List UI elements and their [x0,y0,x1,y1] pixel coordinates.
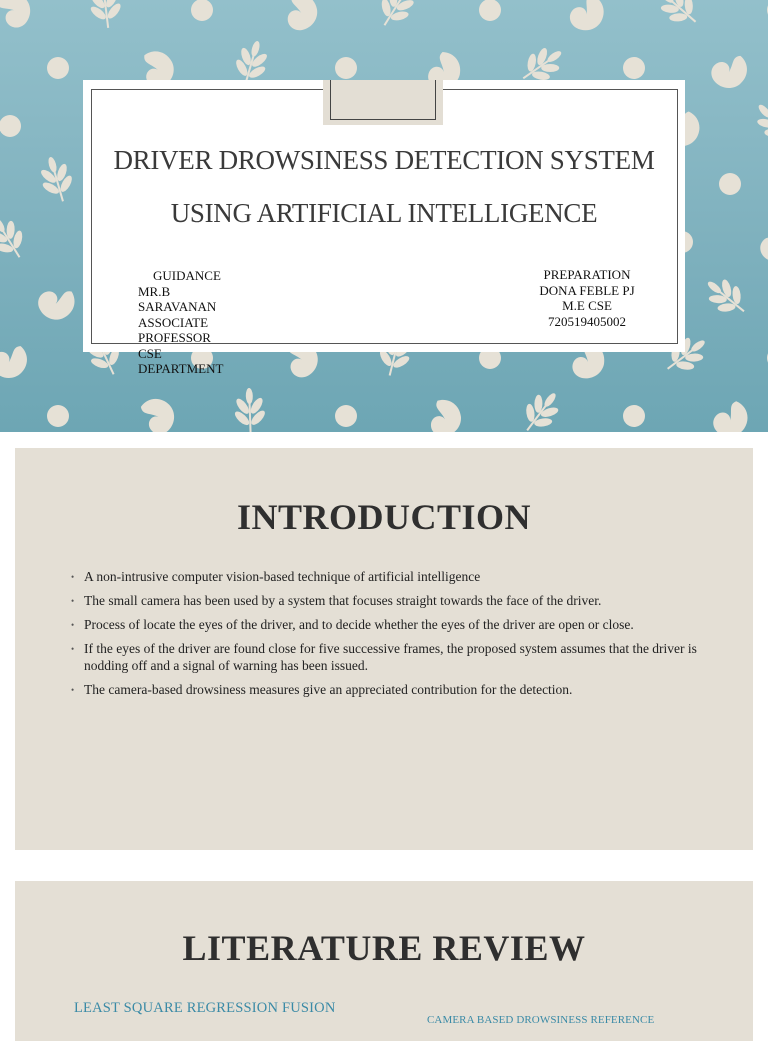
bullet-icon: • [71,644,75,654]
leaf-sprig-motif [746,94,768,151]
list-item: • A non-intrusive computer vision-based technique of artificial intelligence [71,569,481,584]
preparation-line: 720519405002 [548,313,626,329]
paisley-motif [756,221,768,269]
introduction-slide [15,448,753,850]
guidance-line: PROFESSOR [138,330,211,345]
title-slide [0,0,768,432]
dot-motif [335,57,357,79]
preparation-block [523,267,651,329]
dot-motif [0,115,21,137]
leaf-sprig-motif [650,0,707,35]
dot-motif [335,405,357,427]
paisley-motif [0,0,37,32]
leaf-sprig-motif [697,269,754,325]
paisley-motif [425,396,466,432]
subheading-right: CAMERA BASED DROWSINESS REFERENCE [427,1014,655,1026]
title-line-2: USING ARTIFICIAL INTELLIGENCE [170,198,598,228]
subheading-left: LEAST SQUARE REGRESSION FUSION [74,1000,336,1016]
dot-motif [47,405,69,427]
bullet-icon: • [71,572,75,582]
list-item: • If the eyes of the driver are found close for five successive frames, the proposed system assumes that the driver is nodding off and a signal of warning has been issued. [71,641,697,673]
leaf-sprig-motif [370,0,424,34]
bullet-icon: • [71,596,75,606]
introduction-title: INTRODUCTION [236,497,532,537]
dot-motif [479,0,501,21]
preparation-heading: PREPARATION [543,267,631,282]
list-item: • The small camera has been used by a system that focuses straight towards the face of the driver. [71,593,602,608]
guidance-block [138,268,268,377]
introduction-bullet-list [71,569,701,706]
paisley-motif [567,0,609,35]
paisley-motif [706,47,754,95]
guidance-heading: GUIDANCE [153,268,221,283]
title-line-1: DRIVER DROWSINESS DETECTION SYSTEM [113,145,655,175]
leaf-sprig-motif [0,209,34,266]
guidance-line: SARAVANAN [138,299,217,314]
bullet-icon: • [71,684,75,695]
paisley-motif [0,337,34,385]
paisley-motif [280,0,323,34]
title-card-tab [323,80,443,125]
leaf-sprig-motif [86,0,126,30]
list-item: • The camera-based drowsiness measures give an appreciated contribution for the detection. [71,681,573,697]
title-card [83,80,685,376]
guidance-line: ASSOCIATE [138,314,209,330]
leaf-sprig-motif [513,383,568,432]
bullet-icon: • [71,620,75,630]
guidance-line: MR.B [138,283,171,299]
guidance-line: DEPARTMENT [138,361,224,376]
guidance-line: CSE [138,345,162,361]
dot-motif [719,173,741,195]
literature-review-title: LITERATURE REVIEW [182,928,586,968]
literature-review-slide [15,881,753,1041]
preparation-line: M.E CSE [562,298,612,313]
dot-motif [623,405,645,427]
paisley-motif [710,396,754,432]
list-item: • Process of locate the eyes of the driver, and to decide whether the eyes of the driver are open or close. [71,617,634,632]
paisley-motif [133,392,181,432]
paisley-motif [34,280,82,326]
leaf-sprig-motif [34,152,80,206]
dot-motif [623,57,645,79]
dot-motif [191,0,213,21]
preparation-line: DONA FEBLE PJ [539,282,635,298]
leaf-sprig-motif [232,387,268,432]
dot-motif [47,57,69,79]
